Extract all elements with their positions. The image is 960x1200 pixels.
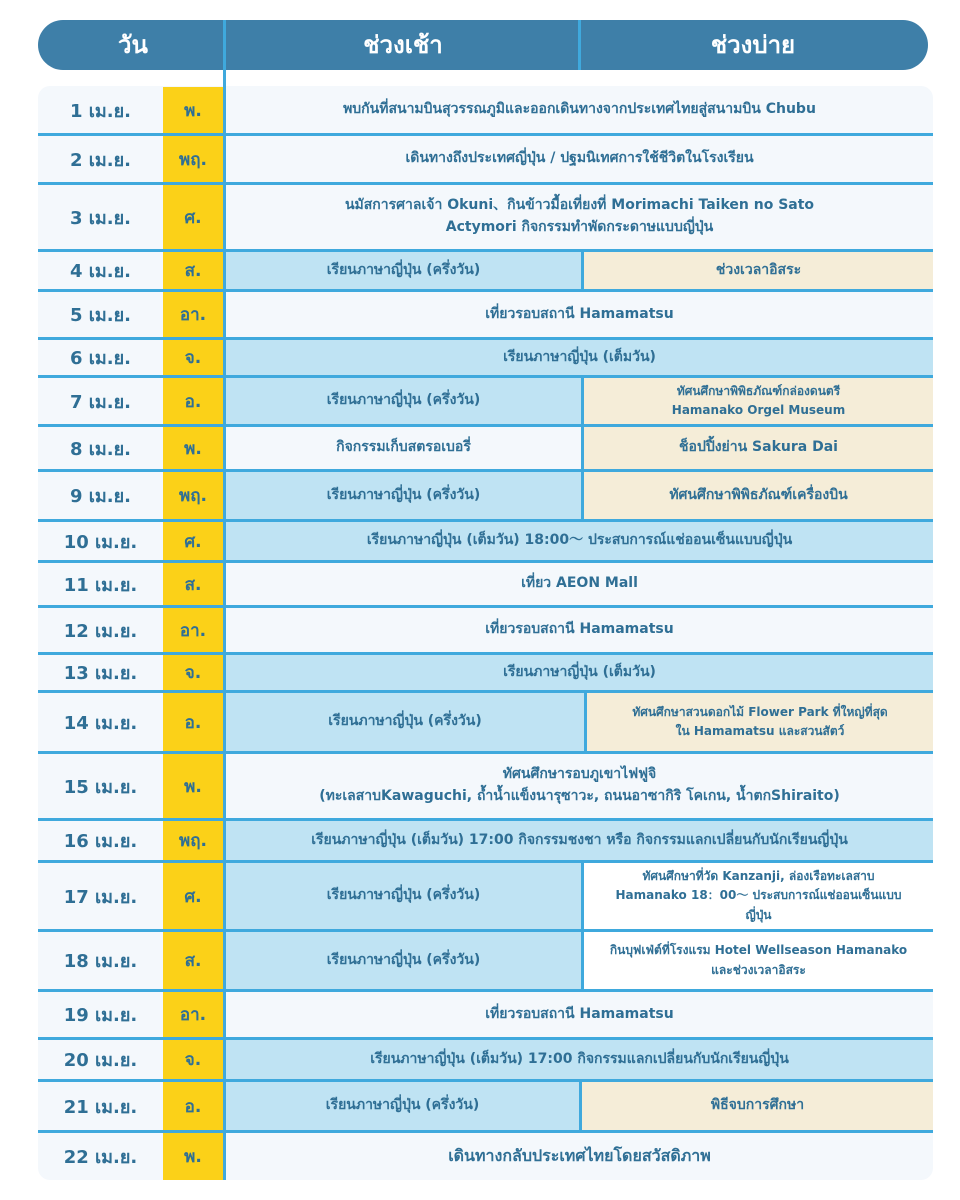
day-date: 22 เม.ย. xyxy=(63,1147,138,1168)
day-weekday: อา. xyxy=(163,292,223,337)
schedule-row xyxy=(38,992,933,1037)
day-date: 12 เม.ย. xyxy=(63,620,138,642)
header-morning: ช่วงเช้า xyxy=(363,31,443,59)
schedule-row xyxy=(38,378,933,424)
day-date: 15 เม.ย. xyxy=(63,776,138,798)
activity-line: Hamanako Orgel Museum xyxy=(671,403,846,417)
header-divider xyxy=(578,20,581,70)
schedule-row xyxy=(38,1082,933,1130)
activity-line: Hamanako 18：00～ ประสบการณ์แช่ออนเซ็นแบบ xyxy=(615,888,902,903)
afternoon-activity: ช่วงเวลาอิสระ xyxy=(584,252,933,289)
day-date: 20 เม.ย. xyxy=(63,1050,138,1071)
day-date: 1 เม.ย. xyxy=(69,100,132,122)
day-weekday: พ. xyxy=(163,427,223,469)
full-day-activity: เที่ยวรอบสถานี Hamamatsu xyxy=(485,621,674,638)
afternoon-activity: ช็อปปิ้งย่าน Sakura Dai xyxy=(584,427,933,469)
full-day-activity: เรียนภาษาญี่ปุ่น (เต็มวัน) 17:00 กิจกรรมแลกเปลี่ยนกับนักเรียนญี่ปุ่น xyxy=(226,1040,933,1079)
day-date: 10 เม.ย. xyxy=(63,531,138,553)
day-date: 6 เม.ย. xyxy=(69,348,132,369)
full-day-activity: เรียนภาษาญี่ปุ่น (เต็มวัน) xyxy=(226,655,933,690)
full-day-activity xyxy=(226,185,933,249)
schedule-row xyxy=(38,136,933,182)
schedule-row xyxy=(38,754,933,818)
afternoon-activity: พิธีจบการศึกษา xyxy=(582,1082,933,1130)
morning-activity: เรียนภาษาญี่ปุ่น (ครึ่งวัน) xyxy=(226,863,581,929)
full-day-activity: เดินทางกลับประเทศไทยโดยสวัสดิภาพ xyxy=(448,1146,711,1166)
afternoon-activity xyxy=(587,693,933,751)
day-date: 18 เม.ย. xyxy=(63,951,138,972)
activity-line: Actymori กิจกรรมทำพัดกระดาษแบบญี่ปุ่น xyxy=(445,219,714,235)
day-weekday: จ. xyxy=(163,1040,223,1079)
day-date: 5 เม.ย. xyxy=(69,305,132,326)
afternoon-activity xyxy=(584,378,933,424)
activity-line: ทัศนศึกษาสวนดอกไม้ Flower Park ที่ใหญ่ที่สุด xyxy=(632,704,888,719)
activity-line: ใน Hamamatsu และสวนสัตว์ xyxy=(675,724,845,738)
day-date: 4 เม.ย. xyxy=(69,261,132,282)
day-weekday: พ. xyxy=(163,87,223,133)
day-date: 8 เม.ย. xyxy=(69,438,132,460)
full-day-activity: เรียนภาษาญี่ปุ่น (เต็มวัน) xyxy=(226,340,933,375)
schedule-row xyxy=(38,1040,933,1079)
day-date: 19 เม.ย. xyxy=(63,1005,138,1026)
schedule-row xyxy=(38,693,933,751)
full-day-activity: พบกันที่สนามบินสุวรรณภูมิและออกเดินทางจากประเทศไทยสู่สนามบิน Chubu xyxy=(343,101,816,118)
day-date: 9 เม.ย. xyxy=(69,486,132,507)
day-weekday: ศ. xyxy=(163,863,223,929)
activity-line: ทัศนศึกษารอบภูเขาไฟฟูจิ xyxy=(502,766,657,783)
day-weekday: พฤ. xyxy=(163,472,223,519)
afternoon-activity: ทัศนศึกษาพิพิธภัณฑ์เครื่องบิน xyxy=(584,472,933,519)
day-weekday: อา. xyxy=(163,608,223,652)
day-weekday: อ. xyxy=(163,1082,223,1130)
schedule-row xyxy=(38,608,933,652)
schedule-row xyxy=(38,185,933,249)
day-weekday: อา. xyxy=(163,992,223,1037)
schedule-row xyxy=(38,252,933,289)
morning-activity: เรียนภาษาญี่ปุ่น (ครึ่งวัน) xyxy=(226,252,581,289)
activity-line: ญี่ปุ่น xyxy=(745,907,772,922)
day-date: 14 เม.ย. xyxy=(63,712,138,734)
day-date: 16 เม.ย. xyxy=(63,831,138,852)
full-day-activity: เรียนภาษาญี่ปุ่น (เต็มวัน) 18:00～ ประสบการณ์แช่ออนเซ็นแบบญี่ปุ่น xyxy=(226,522,933,560)
morning-activity: กิจกรรมเก็บสตรอเบอรี่ xyxy=(336,439,471,456)
header-day: วัน xyxy=(118,31,148,59)
day-weekday: ศ. xyxy=(163,185,223,249)
morning-activity: เรียนภาษาญี่ปุ่น (ครึ่งวัน) xyxy=(226,932,581,989)
day-date: 3 เม.ย. xyxy=(69,207,132,229)
schedule-row xyxy=(38,655,933,690)
day-date: 17 เม.ย. xyxy=(63,886,138,908)
day-weekday: อ. xyxy=(163,378,223,424)
day-weekday: อ. xyxy=(163,693,223,751)
morning-activity: เรียนภาษาญี่ปุ่น (ครึ่งวัน) xyxy=(226,1082,579,1130)
day-date: 13 เม.ย. xyxy=(63,663,138,684)
day-date: 2 เม.ย. xyxy=(69,149,132,171)
schedule-row xyxy=(38,821,933,860)
morning-activity: เรียนภาษาญี่ปุ่น (ครึ่งวัน) xyxy=(226,693,584,751)
activity-line: ทัศนศึกษาที่วัด Kanzanji, ล่องเรือทะเลสาบ xyxy=(642,869,875,884)
day-date: 21 เม.ย. xyxy=(63,1096,138,1118)
schedule-row xyxy=(38,932,933,989)
day-weekday: ส. xyxy=(163,563,223,605)
column-spine xyxy=(223,20,226,1180)
schedule-row xyxy=(38,863,933,929)
full-day-activity: เที่ยวรอบสถานี Hamamatsu xyxy=(485,1005,674,1022)
morning-activity: เรียนภาษาญี่ปุ่น (ครึ่งวัน) xyxy=(226,378,581,424)
schedule-row xyxy=(38,87,933,133)
activity-line: ทัศนศึกษาพิพิธภัณฑ์กล่องดนตรี xyxy=(676,383,841,398)
day-weekday: พฤ. xyxy=(163,821,223,860)
full-day-activity: เรียนภาษาญี่ปุ่น (เต็มวัน) 17:00 กิจกรรมชงชา หรือ กิจกรรมแลกเปลี่ยนกับนักเรียนญี่ปุ่น xyxy=(226,821,933,860)
full-day-activity: เที่ยว AEON Mall xyxy=(521,575,638,592)
activity-line: และช่วงเวลาอิสระ xyxy=(711,962,806,977)
schedule-row xyxy=(38,427,933,469)
activity-line: (ทะเลสาบKawaguchi, ถ้ำน้ำแข็งนารุซาวะ, ถนนอาซากิริ โคเกน, น้ำตกShiraito) xyxy=(319,788,840,804)
day-weekday: จ. xyxy=(163,340,223,375)
day-weekday: ศ. xyxy=(163,522,223,560)
activity-line: นมัสการศาลเจ้า Okuni、กินข้าวมื้อเที่ยงที่ Morimachi Taiken no Sato xyxy=(344,197,815,214)
full-day-activity: เดินทางถึงประเทศญี่ปุ่น / ปฐมนิเทศการใช้ชีวิตในโรงเรียน xyxy=(405,150,754,167)
day-date: 11 เม.ย. xyxy=(63,574,138,596)
day-weekday: จ. xyxy=(163,655,223,690)
day-weekday: พฤ. xyxy=(163,136,223,182)
schedule-row xyxy=(38,340,933,375)
schedule-row xyxy=(38,292,933,337)
day-weekday: ส. xyxy=(163,252,223,289)
day-date: 7 เม.ย. xyxy=(69,391,132,413)
schedule-row xyxy=(38,472,933,519)
day-weekday: พ. xyxy=(163,754,223,818)
full-day-activity: เที่ยวรอบสถานี Hamamatsu xyxy=(485,305,674,322)
day-weekday: ส. xyxy=(163,932,223,989)
table-header xyxy=(38,20,928,70)
afternoon-activity xyxy=(584,863,933,929)
schedule-row xyxy=(38,522,933,560)
day-weekday: พ. xyxy=(163,1133,223,1180)
morning-activity: เรียนภาษาญี่ปุ่น (ครึ่งวัน) xyxy=(226,472,581,519)
afternoon-activity xyxy=(584,932,933,989)
activity-line: กินบุฟเฟ่ต์ที่โรงแรม Hotel Wellseason Hamanako xyxy=(609,943,908,958)
schedule-row xyxy=(38,563,933,605)
full-day-activity xyxy=(226,754,933,818)
header-afternoon: ช่วงบ่าย xyxy=(710,31,796,59)
schedule-row xyxy=(38,1133,933,1180)
